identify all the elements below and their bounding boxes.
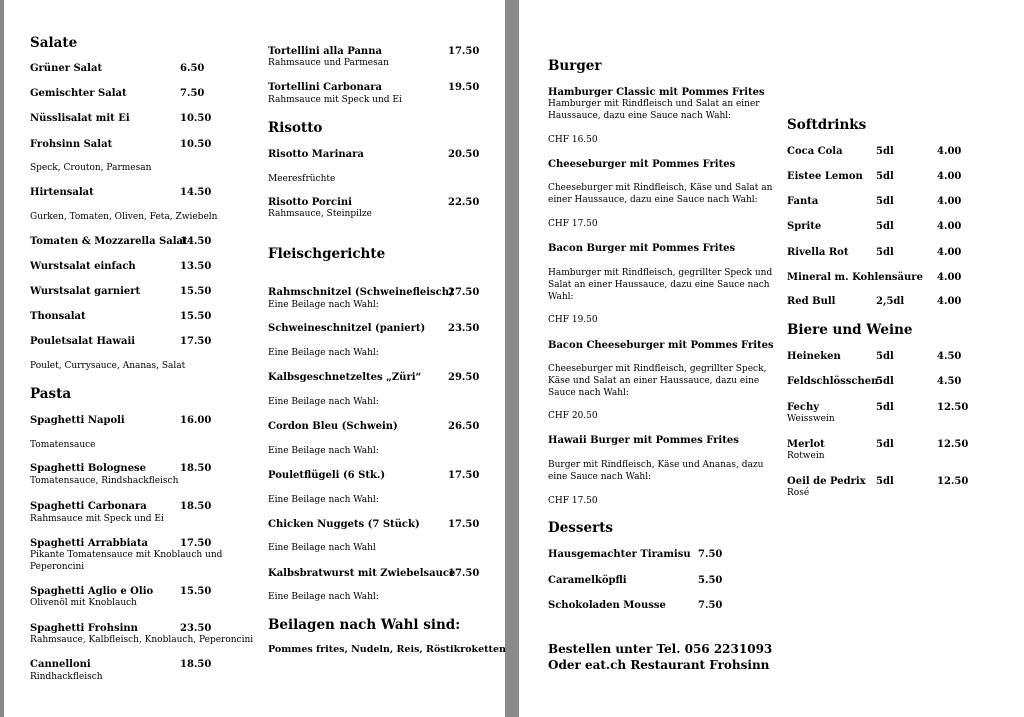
menu-item-name: Risotto Marinara — [268, 149, 364, 160]
drink-price: 4.00 — [937, 146, 962, 157]
drink-price: 4.50 — [937, 351, 962, 362]
drink-name: Rivella Rot — [787, 247, 849, 258]
menu-page-right — [519, 0, 1024, 717]
menu-item-desc: Käse und Salat an einer Haussauce, dazu eine — [548, 376, 760, 386]
menu-item-price: 7.50 — [698, 600, 723, 611]
menu-item-price: 7.50 — [180, 88, 205, 99]
drink-size: 2,5dl — [876, 296, 905, 307]
menu-item-name: Bacon Cheeseburger mit Pommes Frites — [548, 340, 774, 351]
menu-item-desc: Gurken, Tomaten, Oliven, Feta, Zwiebeln — [30, 212, 218, 222]
menu-item-price: CHF 17.50 — [548, 496, 598, 506]
menu-item-name: Wurstsalat garniert — [30, 286, 141, 297]
menu-item-price: 18.50 — [180, 659, 212, 670]
menu-item-desc: Tomatensauce, Rindshackfleisch — [30, 476, 179, 486]
menu-item-desc: Eine Beilage nach Wahl: — [268, 446, 379, 456]
drink-name: Red Bull — [787, 296, 836, 307]
drink-name: Heineken — [787, 351, 841, 362]
menu-item-price: 6.50 — [180, 63, 205, 74]
menu-item-desc: Tomatensauce — [30, 440, 96, 450]
menu-item-desc: Eine Beilage nach Wahl: — [268, 495, 379, 505]
drink-price: 12.50 — [937, 476, 969, 487]
drink-sub: Rotwein — [787, 451, 825, 461]
drink-name: Eistee Lemon — [787, 171, 863, 182]
drink-size: 5dl — [876, 171, 894, 182]
order-online: Oder eat.ch Restaurant Frohsinn — [548, 658, 770, 672]
menu-item-desc: Rahmsauce, Steinpilze — [268, 209, 372, 219]
menu-item-desc: Eine Beilage nach Wahl: — [268, 592, 379, 602]
drink-name: Coca Cola — [787, 146, 843, 157]
menu-item-name: Cannelloni — [30, 659, 91, 670]
menu-item-desc: Olivenöl mit Knoblauch — [30, 598, 137, 608]
menu-item-desc: Hamburger mit Rindfleisch und Salat an einer — [548, 99, 760, 109]
order-phone: Bestellen unter Tel. 056 2231093 — [548, 642, 773, 656]
menu-item-price: CHF 17.50 — [548, 219, 598, 229]
menu-item-price: 10.50 — [180, 113, 212, 124]
section-heading-salate: Salate — [30, 35, 78, 51]
drink-name: Feldschlösschen — [787, 376, 879, 387]
menu-item-name: Spaghetti Napoli — [30, 415, 125, 426]
menu-item-name: Schokoladen Mousse — [548, 600, 666, 611]
menu-item-name: Chicken Nuggets (7 Stück) — [268, 519, 420, 530]
menu-item-price: 23.50 — [448, 323, 480, 334]
drink-price: 12.50 — [937, 439, 969, 450]
section-heading-biere: Biere und Weine — [787, 322, 913, 338]
menu-item-price: 22.50 — [448, 197, 480, 208]
menu-item-desc: Sauce nach Wahl: — [548, 388, 629, 398]
menu-item-name: Grüner Salat — [30, 63, 103, 74]
menu-item-price: 15.50 — [180, 586, 212, 597]
menu-item-price: 16.00 — [180, 415, 212, 426]
menu-item-price: 18.50 — [180, 463, 212, 474]
menu-item-price: 17.50 — [180, 336, 212, 347]
menu-item-desc: eine Sauce nach Wahl: — [548, 472, 652, 482]
drink-size: 5dl — [876, 196, 894, 207]
section-heading-beilagen: Beilagen nach Wahl sind: — [268, 617, 461, 633]
menu-item-desc: Rahmsauce mit Speck und Ei — [268, 95, 402, 105]
section-heading-fleisch: Fleischgerichte — [268, 246, 386, 262]
menu-item-price: 5.50 — [698, 575, 723, 586]
drink-sub: Rosé — [787, 488, 810, 498]
menu-item-desc: Poulet, Currysauce, Ananas, Salat — [30, 361, 186, 371]
menu-item-name: Spaghetti Aglio e Olio — [30, 586, 154, 597]
drink-price: 4.50 — [937, 376, 962, 387]
menu-item-price: 10.50 — [180, 139, 212, 150]
drink-price: 4.00 — [937, 171, 962, 182]
section-heading-burger: Burger — [548, 58, 602, 74]
menu-item-price: 23.50 — [180, 623, 212, 634]
menu-item-desc: Eine Beilage nach Wahl: — [268, 300, 379, 310]
drink-price: 12.50 — [937, 402, 969, 413]
menu-item-desc: Eine Beilage nach Wahl: — [268, 397, 379, 407]
menu-item-name: Bacon Burger mit Pommes Frites — [548, 243, 736, 254]
menu-item-name: Gemischter Salat — [30, 88, 127, 99]
menu-item-desc: Pikante Tomatensauce mit Knoblauch und — [30, 550, 223, 560]
menu-item-desc: Cheeseburger mit Rindfleisch, gegrillter Speck, — [548, 364, 767, 374]
menu-item-name: Rahmschnitzel (Schweinefleisch) — [268, 287, 454, 298]
drink-size: 5dl — [876, 476, 894, 487]
menu-item-desc: Burger mit Rindfleisch, Käse und Ananas, dazu — [548, 460, 764, 470]
drink-name: Sprite — [787, 221, 822, 232]
menu-item-price: CHF 19.50 — [548, 315, 598, 325]
menu-item-name: Tortellini Carbonara — [268, 82, 383, 93]
menu-item-name: Spaghetti Bolognese — [30, 463, 147, 474]
section-heading-risotto: Risotto — [268, 120, 323, 136]
drink-size: 5dl — [876, 247, 894, 258]
menu-item-desc: Cheeseburger mit Rindfleisch, Käse und Salat an — [548, 183, 773, 193]
drink-size: 5dl — [876, 402, 894, 413]
drink-price: 4.00 — [937, 221, 962, 232]
menu-item-desc: Eine Beilage nach Wahl: — [268, 348, 379, 358]
menu-item-name: Hirtensalat — [30, 187, 94, 198]
menu-item-price: 17.50 — [448, 568, 480, 579]
menu-item-price: 14.50 — [180, 187, 212, 198]
beilagen-list: Pommes frites, Nudeln, Reis, Röstikroketten — [268, 644, 506, 655]
menu-item-price: 19.50 — [448, 82, 480, 93]
section-heading-pasta: Pasta — [30, 386, 72, 402]
menu-item-name: Tortellini alla Panna — [268, 46, 382, 57]
menu-item-name: Frohsinn Salat — [30, 139, 113, 150]
section-heading-softdrinks: Softdrinks — [787, 117, 867, 133]
menu-item-price: 17.50 — [448, 470, 480, 481]
drink-price: 4.00 — [937, 272, 962, 283]
menu-item-desc: Wahl: — [548, 292, 574, 302]
menu-item-name: Kalbsgeschnetzeltes „Züri“ — [268, 372, 422, 383]
menu-item-desc: Haussauce, dazu eine Sauce nach Wahl: — [548, 111, 732, 121]
menu-item-name: Tomaten & Mozzarella Salat — [30, 236, 188, 247]
menu-item-name: Pouletflügeli (6 Stk.) — [268, 470, 386, 481]
menu-item-desc: Speck, Crouton, Parmesan — [30, 163, 152, 173]
drink-price: 4.00 — [937, 196, 962, 207]
menu-item-name: Spaghetti Frohsinn — [30, 623, 138, 634]
menu-item-desc: Peperoncini — [30, 562, 85, 572]
menu-item-desc: Meeresfrüchte — [268, 174, 336, 184]
menu-item-price: 15.50 — [180, 286, 212, 297]
drink-sub: Weisswein — [787, 414, 835, 424]
drink-name: Mineral m. Kohlensäure — [787, 272, 923, 283]
drink-size: 5dl — [876, 376, 894, 387]
menu-item-price: 17.50 — [448, 46, 480, 57]
menu-item-desc: Rahmsauce, Kalbfleisch, Knoblauch, Peperoncini — [30, 635, 254, 645]
menu-item-desc: Rahmsauce und Parmesan — [268, 58, 389, 68]
menu-item-name: Caramelköpfli — [548, 575, 627, 586]
menu-item-name: Cordon Bleu (Schwein) — [268, 421, 398, 432]
menu-item-name: Risotto Porcini — [268, 197, 352, 208]
menu-item-price: 17.50 — [180, 538, 212, 549]
menu-item-name: Spaghetti Carbonara — [30, 501, 147, 512]
menu-item-desc: Eine Beilage nach Wahl — [268, 543, 376, 553]
menu-item-price: 13.50 — [180, 261, 212, 272]
menu-item-desc: Rahmsauce mit Speck und Ei — [30, 514, 164, 524]
drink-size: 5dl — [876, 351, 894, 362]
drink-name: Fechy — [787, 402, 820, 413]
menu-item-desc: Rindhackfleisch — [30, 672, 103, 682]
menu-item-name: Spaghetti Arrabbiata — [30, 538, 148, 549]
drink-name: Oeil de Pedrix — [787, 476, 866, 487]
menu-item-desc: einer Haussauce, dazu eine Sauce nach Wahl: — [548, 195, 758, 205]
drink-size: 5dl — [876, 146, 894, 157]
menu-item-price: 17.50 — [448, 519, 480, 530]
drink-price: 4.00 — [937, 296, 962, 307]
menu-page-left — [4, 0, 505, 717]
menu-item-name: Nüsslisalat mit Ei — [30, 113, 130, 124]
menu-item-price: 27.50 — [448, 287, 480, 298]
menu-item-name: Kalbsbratwurst mit Zwiebelsauce — [268, 568, 456, 579]
menu-item-name: Pouletsalat Hawaii — [30, 336, 136, 347]
menu-item-desc: Salat an einer Haussauce, dazu eine Sauce nach — [548, 280, 770, 290]
menu-item-name: Thonsalat — [30, 311, 86, 322]
menu-item-price: 20.50 — [448, 149, 480, 160]
menu-item-price: 18.50 — [180, 501, 212, 512]
menu-item-price: 15.50 — [180, 311, 212, 322]
menu-item-name: Hamburger Classic mit Pommes Frites — [548, 87, 765, 98]
menu-item-price: 14.50 — [180, 236, 212, 247]
menu-item-price: CHF 20.50 — [548, 411, 598, 421]
drink-name: Fanta — [787, 196, 819, 207]
menu-item-name: Cheeseburger mit Pommes Frites — [548, 159, 736, 170]
menu-item-name: Hawaii Burger mit Pommes Frites — [548, 435, 739, 446]
menu-item-name: Wurstsalat einfach — [30, 261, 136, 272]
menu-item-price: CHF 16.50 — [548, 135, 598, 145]
section-heading-desserts: Desserts — [548, 520, 614, 536]
drink-price: 4.00 — [937, 247, 962, 258]
menu-item-name: Schweineschnitzel (paniert) — [268, 323, 426, 334]
menu-item-price: 7.50 — [698, 549, 723, 560]
drink-name: Merlot — [787, 439, 825, 450]
drink-size: 5dl — [876, 221, 894, 232]
drink-size: 5dl — [876, 439, 894, 450]
menu-item-name: Hausgemachter Tiramisu — [548, 549, 691, 560]
menu-item-price: 26.50 — [448, 421, 480, 432]
menu-item-desc: Hamburger mit Rindfleisch, gegrillter Speck und — [548, 268, 773, 278]
menu-item-price: 29.50 — [448, 372, 480, 383]
